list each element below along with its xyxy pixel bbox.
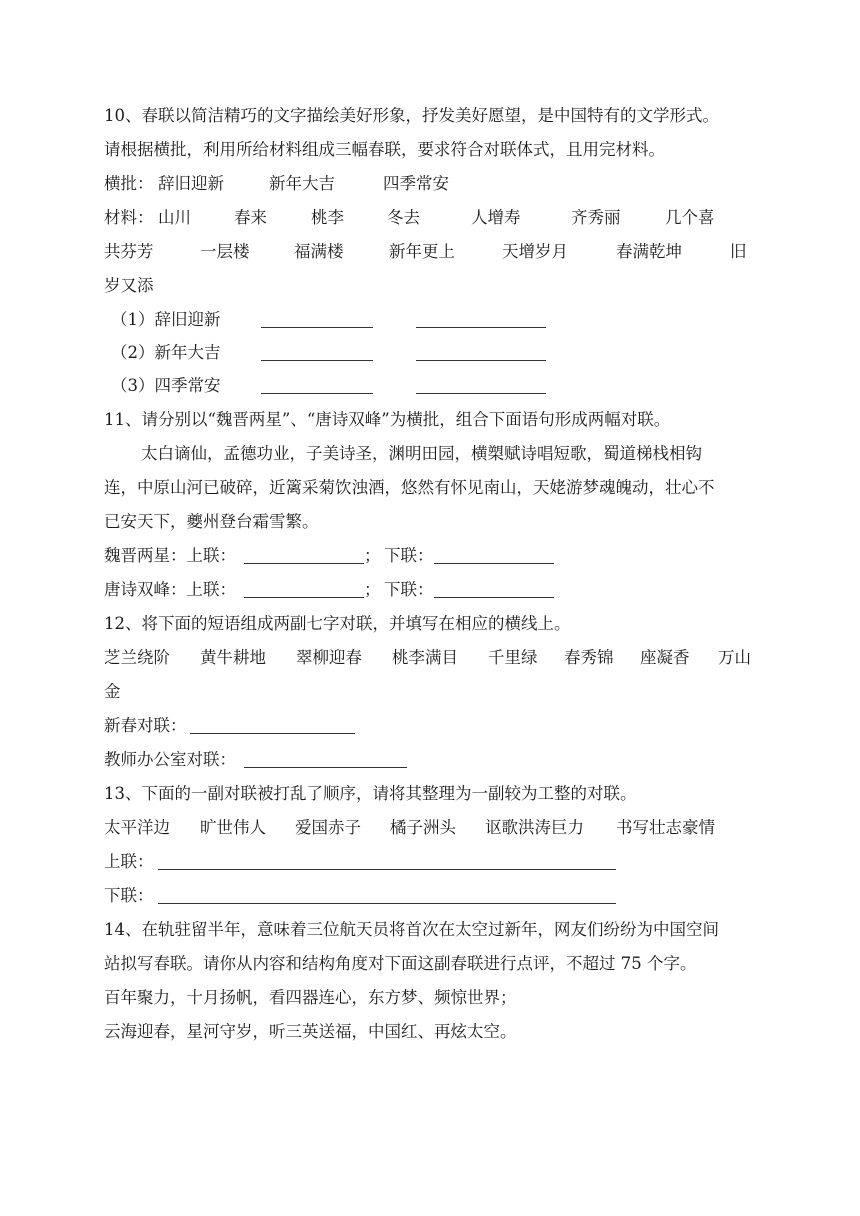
q11-passage-line-2: 连，中原山河已破碎，近篱采菊饮浊酒，悠然有怀见南山，天姥游梦魂魄动，壮心不	[104, 478, 715, 497]
material-item: 桃李	[311, 208, 344, 227]
shanglian-blank[interactable]	[158, 869, 616, 870]
q10-hengpi-row	[104, 171, 604, 197]
q12-prompt: 12、将下面的短语组成两副七字对联，并填写在相应的横线上。	[104, 614, 571, 633]
q14-couplet-second: 云海迎春，星河守岁，听三英送福，中国红、再炫太空。	[104, 1022, 517, 1041]
answer-label: （3）四季常安	[111, 376, 221, 395]
material-item: 旧	[730, 242, 747, 261]
q11-answer-row-tangshi	[104, 577, 564, 603]
xialian-blank[interactable]	[158, 903, 616, 904]
q12-xinchun-row	[104, 713, 364, 739]
weijin-shanglian-blank[interactable]	[244, 563, 364, 564]
q10-answer-row-1	[111, 307, 551, 333]
hengpi-label: 横批：	[104, 174, 154, 193]
material-item: 山川	[158, 208, 191, 227]
q10-prompt-line-1: 10、春联以简洁精巧的文字描绘美好形象，抒发美好愿望，是中国特有的文学形式。	[104, 106, 719, 125]
material-item: 共芬芳	[104, 242, 154, 261]
answer-blank-first[interactable]	[261, 360, 373, 361]
q14-couplet-first: 百年聚力，十月扬帆，看四器连心，东方梦、频惊世界；	[104, 988, 517, 1007]
material-item: 春来	[234, 208, 267, 227]
q12-phrases-row	[104, 645, 764, 671]
material-item: 福满楼	[294, 242, 344, 261]
phrase-item: 座凝香	[640, 648, 690, 667]
answer-blank-first[interactable]	[261, 327, 373, 328]
phrase-item: 橘子洲头	[390, 818, 456, 837]
materials-label: 材料：	[104, 208, 154, 227]
material-item: 春满乾坤	[616, 242, 682, 261]
phrase-item: 旷世伟人	[200, 818, 266, 837]
phrase-item: 爱国赤子	[295, 818, 361, 837]
separator: ；	[364, 546, 381, 565]
phrase-item: 书写壮志豪情	[616, 818, 715, 837]
separator: ；	[364, 580, 381, 599]
office-label: 教师办公室对联：	[104, 750, 236, 769]
q13-prompt: 13、下面的一副对联被打乱了顺序，请将其整理为一副较为工整的对联。	[104, 784, 637, 803]
weijin-xialian-blank[interactable]	[434, 563, 554, 564]
answer-blank-second[interactable]	[416, 360, 546, 361]
phrase-item: 翠柳迎春	[296, 648, 362, 667]
q14-prompt-line-2: 站拟写春联。请你从内容和结构角度对下面这副春联进行点评，不超过 75 个字。	[104, 954, 697, 973]
phrase-item: 万山	[718, 648, 751, 667]
phrase-item: 桃李满目	[392, 648, 458, 667]
xinchun-label: 新春对联：	[104, 716, 187, 735]
material-item: 人增寿	[471, 208, 521, 227]
shanglian-label: 上联：	[104, 852, 154, 871]
xialian-label: 下联：	[104, 886, 154, 905]
weijin-xialian-label: 下联：	[384, 546, 434, 565]
q11-answer-row-weijin	[104, 543, 564, 569]
q13-shanglian-row	[104, 849, 624, 875]
phrase-item: 金	[104, 682, 121, 701]
q11-passage-line-1: 太白谪仙，孟德功业，子美诗圣，渊明田园，横槊赋诗唱短歌，蜀道梯栈相钩	[141, 444, 702, 463]
q11-prompt: 11、请分别以“魏晋两星”、“唐诗双峰”为横批，组合下面语句形成两幅对联。	[104, 410, 671, 429]
weijin-shanglian-label: 魏晋两星：上联：	[104, 546, 236, 565]
material-item: 几个喜	[665, 208, 715, 227]
phrase-item: 春秀锦	[564, 648, 614, 667]
answer-label: （1）辞旧迎新	[111, 310, 221, 329]
q10-materials-row-2	[104, 239, 754, 265]
hengpi-item: 新年大吉	[269, 174, 335, 193]
material-item: 齐秀丽	[571, 208, 621, 227]
q13-phrases-row	[104, 815, 744, 841]
phrase-item: 千里绿	[488, 648, 538, 667]
tangshi-shanglian-blank[interactable]	[244, 597, 364, 598]
answer-blank-second[interactable]	[416, 327, 546, 328]
answer-blank-second[interactable]	[416, 393, 546, 394]
hengpi-item: 辞旧迎新	[158, 174, 224, 193]
material-item: 岁又添	[104, 276, 154, 295]
material-item: 新年更上	[389, 242, 455, 261]
material-item: 天增岁月	[502, 242, 568, 261]
phrase-item: 黄牛耕地	[200, 648, 266, 667]
q13-xialian-row	[104, 883, 624, 909]
tangshi-xialian-blank[interactable]	[434, 597, 554, 598]
hengpi-item: 四季常安	[383, 174, 449, 193]
xinchun-blank[interactable]	[190, 733, 355, 734]
office-blank[interactable]	[244, 767, 407, 768]
tangshi-shanglian-label: 唐诗双峰：上联：	[104, 580, 236, 599]
q10-answer-row-2	[111, 340, 551, 366]
q14-prompt-line-1: 14、在轨驻留半年，意味着三位航天员将首次在太空过新年，网友们纷纷为中国空间	[104, 920, 719, 939]
material-item: 冬去	[387, 208, 420, 227]
q11-passage-line-3: 已安天下，夔州登台霜雪繁。	[104, 512, 319, 531]
q10-prompt-line-2: 请根据横批，利用所给材料组成三幅春联，要求符合对联体式，且用完材料。	[104, 140, 665, 159]
answer-label: （2）新年大吉	[111, 343, 221, 362]
phrase-item: 讴歌洪涛巨力	[485, 818, 584, 837]
q10-materials-row-1	[104, 205, 754, 231]
tangshi-xialian-label: 下联：	[384, 580, 434, 599]
q10-answer-row-3	[111, 373, 551, 399]
q12-office-row	[104, 747, 414, 773]
phrase-item: 太平洋边	[104, 818, 170, 837]
phrase-item: 芝兰绕阶	[104, 648, 170, 667]
answer-blank-first[interactable]	[261, 393, 373, 394]
material-item: 一层楼	[200, 242, 250, 261]
